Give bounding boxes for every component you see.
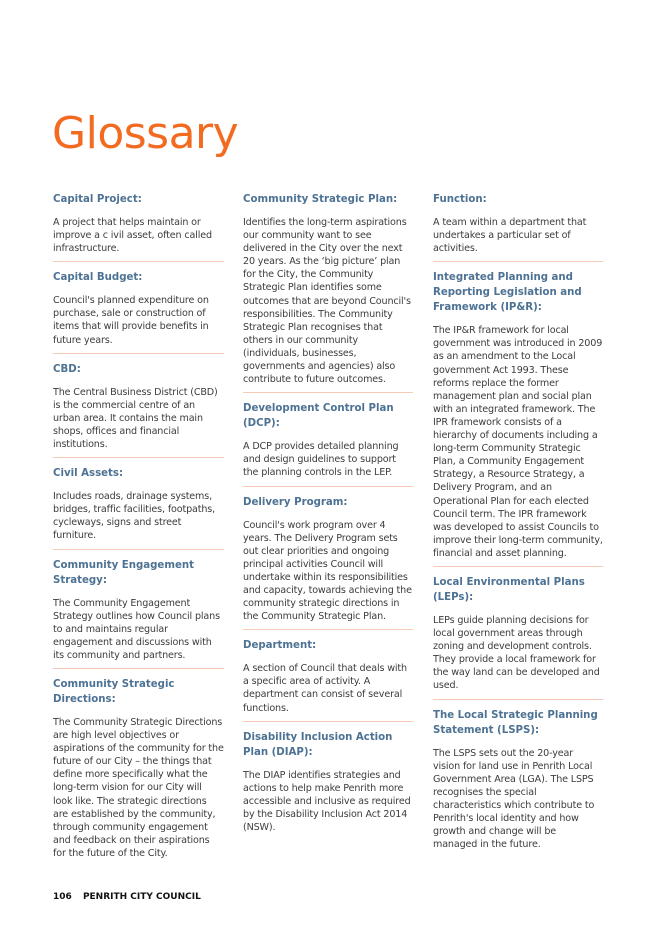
glossary-entry xyxy=(53,677,224,866)
glossary-definition: A DCP provides detailed planning and design guidelines to support the planning controls in the LEP. xyxy=(243,441,399,479)
glossary-term: Development Control Plan (DCP): xyxy=(243,403,394,430)
glossary-entry xyxy=(243,638,413,721)
page-footer xyxy=(53,892,201,902)
glossary-definition: A team within a department that undertakes a particular set of activities. xyxy=(433,217,587,255)
glossary-term: Community Strategic Directions: xyxy=(53,678,175,705)
glossary-entry xyxy=(53,270,224,353)
glossary-definition: Council's work program over 4 years. The Delivery Program sets out clear priorities and ongoing principal activities Council will undertake within its responsibilities and capacity, towards achieving the community strategic directions in the Community Strategic Plan. xyxy=(243,519,412,623)
glossary-entry xyxy=(243,192,413,393)
glossary-entry xyxy=(243,730,413,840)
glossary-definition: A section of Council that deals with a specific area of activity. A department can consist of several functions. xyxy=(243,663,407,714)
publisher-name: PENRITH CITY COUNCIL xyxy=(82,892,201,902)
glossary-term: Civil Assets: xyxy=(53,468,124,480)
glossary-definition: Identifies the long-term aspirations our community want to see delivered in the City over the next 20 years. As the ‘big picture’ plan for the City, the Community Strategic Plan identifies some outcomes that are beyond Council's responsibilities. The Community Strategic Plan recognises that others in our community (individuals, businesses, governments and agencies) also contribute to future outcomes. xyxy=(243,217,411,386)
glossary-term: Capital Project: xyxy=(53,194,142,205)
glossary-term: Function: xyxy=(433,194,487,205)
glossary-term: Department: xyxy=(243,640,317,652)
glossary-term: CBD: xyxy=(53,363,81,375)
glossary-definition: The DIAP identifies strategies and actions to help make Penrith more accessible and inclusive as required by the Disability Inclusion Act 2014 (NSW). xyxy=(243,769,411,833)
glossary-definition: The Central Business District (CBD) is the commercial centre of an urban area. It contains the main shops, offices and financial institutions. xyxy=(53,386,218,451)
glossary-entry xyxy=(243,401,413,486)
glossary-definition: The LSPS sets out the 20-year vision for land use in Penrith Local Government Area (LGA). The LSPS recognises the special characteristics which contribute to Penrith's local identity and how growth and change will be managed in the future. xyxy=(433,747,595,851)
glossary-column-3 xyxy=(433,192,603,865)
glossary-definition: Council's planned expenditure on purchase, sale or construction of items that will provide benefits in future years. xyxy=(53,295,209,346)
glossary-definition: Includes roads, drainage systems, bridges, traffic facilities, footpaths, cycleways, signs and street furniture. xyxy=(53,491,216,542)
glossary-term: Capital Budget: xyxy=(53,272,143,284)
glossary-entry xyxy=(433,708,603,858)
glossary-entry xyxy=(53,558,224,669)
glossary-column-2 xyxy=(243,192,413,848)
glossary-definition: LEPs guide planning decisions for local government areas through zoning and development controls. They provide a local framework for the way land can be developed and used. xyxy=(433,614,600,692)
glossary-entry xyxy=(433,270,603,567)
glossary-term: Integrated Planning and Reporting Legislation and Framework (IP&R): xyxy=(433,272,582,314)
glossary-entry xyxy=(433,192,603,262)
glossary-term: Disability Inclusion Action Plan (DIAP): xyxy=(243,731,393,758)
glossary-term: Community Engagement Strategy: xyxy=(53,559,194,586)
glossary-entry xyxy=(53,192,224,262)
glossary-entry xyxy=(53,362,224,458)
glossary-definition: A project that helps maintain or improve a c ivil asset, often called infrastructure. xyxy=(53,217,212,255)
glossary-definition: The Community Strategic Directions are high level objectives or aspirations of the community for the future of our City – the things that define more specifically what the long-term vision for our City will look like. The strategic directions are established by the community, through community engagement and feedback on their aspirations for the future of the City. xyxy=(53,716,224,859)
glossary-term: Delivery Program: xyxy=(243,496,348,508)
glossary-column-1 xyxy=(53,192,224,874)
page-number: 106 xyxy=(53,892,72,902)
glossary-definition: The Community Engagement Strategy outlines how Council plans to and maintains regular engagement and discussions with its community and partners. xyxy=(53,597,220,661)
glossary-term: Local Environmental Plans (LEPs): xyxy=(433,576,585,603)
page-title: Glossary xyxy=(52,108,239,159)
glossary-term: The Local Strategic Planning Statement (LSPS): xyxy=(433,709,598,736)
glossary-entry xyxy=(243,495,413,631)
glossary-definition: The IP&R framework for local government was introduced in 2009 as an amendment to the Local government Act 1993. These reforms replace the former management plan and social plan with an integrated framework. The IPR framework consists of a hierarchy of documents including a long-term Community Strategic Plan, a Community Engagement Strategy, a Resource Strategy, a Delivery Program, and an Operational Plan for each elected Council term. The IPR framework was developed to assist Councils to improve their long-term community, financial and asset planning. xyxy=(433,325,603,559)
glossary-entry xyxy=(53,466,224,549)
glossary-entry xyxy=(433,575,603,700)
glossary-term: Community Strategic Plan: xyxy=(243,194,398,205)
